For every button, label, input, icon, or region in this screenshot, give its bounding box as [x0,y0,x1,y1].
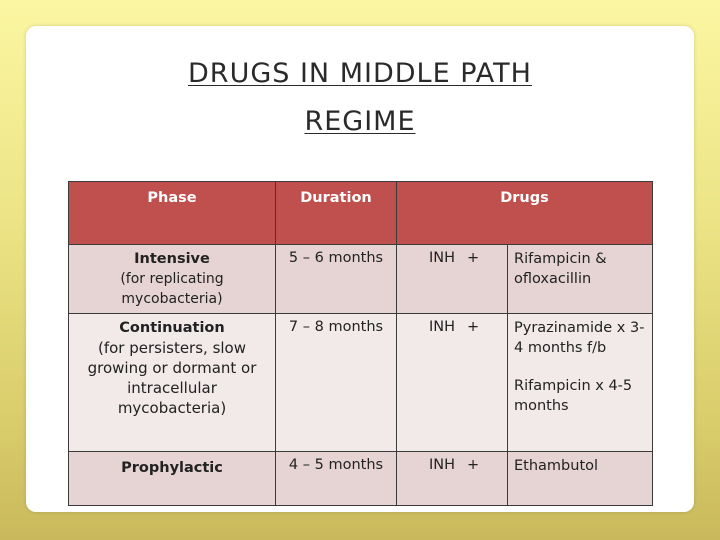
phase-detail: (for replicating mycobacteria) [120,271,224,307]
inh-cell [397,314,508,452]
table-row [69,314,653,452]
header-phase: Phase [69,182,276,245]
slide-title-line-1: DRUGS IN MIDDLE PATH [188,58,532,89]
slide-title-line-2: REGIME [304,106,416,137]
inh-label: INH [429,457,456,473]
phase-cell [69,314,276,452]
inh-label: INH [429,319,456,335]
phase-cell [69,245,276,314]
drugs-cell [508,245,653,314]
drug-item: Ethambutol [514,458,599,474]
phase-name: Intensive [134,251,210,267]
duration-cell: 5 – 6 months [276,245,397,314]
table-row [69,245,653,314]
regime-table [68,181,653,506]
plus-sign: + [467,457,480,473]
header-duration: Duration [276,182,397,245]
duration-cell: 4 – 5 months [276,452,397,506]
duration-cell: 7 – 8 months [276,314,397,452]
plus-sign: + [467,250,480,266]
table-row [69,452,653,506]
phase-name: Continuation [119,320,225,336]
table-header-row [69,182,653,245]
phase-name: Prophylactic [121,460,223,476]
drug-item: Pyrazinamide x 3-4 months f/b [514,320,645,356]
inh-cell [397,452,508,506]
drugs-cell [508,452,653,506]
drug-item: Rifampicin x 4-5 months [514,378,633,414]
plus-sign: + [467,319,480,335]
drugs-cell [508,314,653,452]
inh-label: INH [429,250,456,266]
phase-cell [69,452,276,506]
phase-detail: (for persisters, slow growing or dormant or intracellular mycobacteria) [87,339,257,417]
inh-cell [397,245,508,314]
drug-item: Rifampicin & ofloxacillin [514,251,607,287]
header-drugs: Drugs [397,182,653,245]
